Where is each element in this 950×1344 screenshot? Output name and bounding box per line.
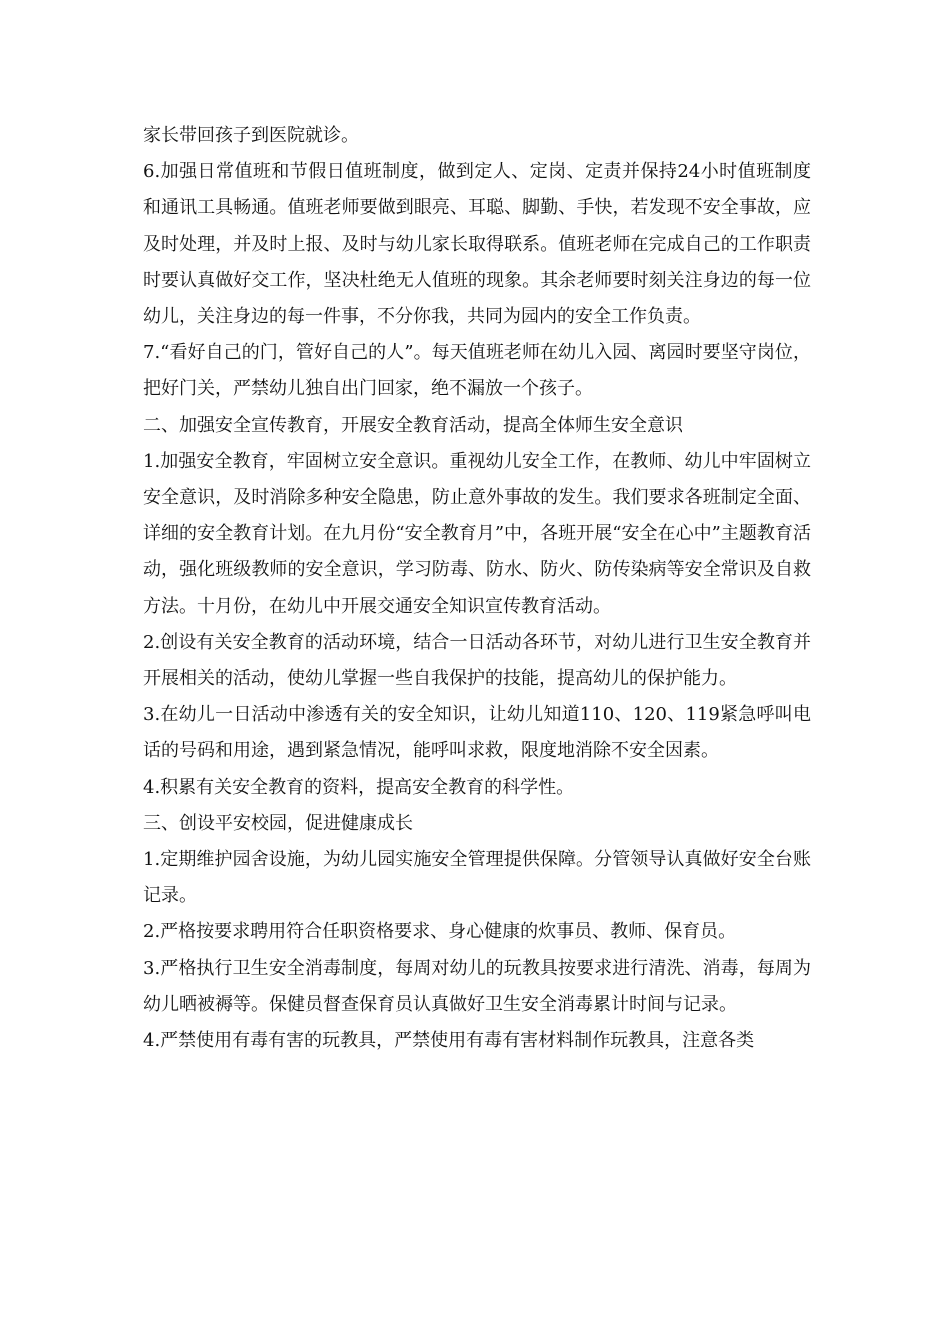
paragraph: 4.积累有关安全教育的资料，提高安全教育的科学性。 — [143, 776, 575, 798]
section-heading: 三、创设平安校园，促进健康成长 — [143, 812, 413, 834]
paragraph: 家长带回孩子到医院就诊。 — [143, 125, 359, 146]
document-body — [143, 118, 811, 1059]
paragraph: 6.加强日常值班和节假日值班制度，做到定人、定岗、定责并保持24小时值班制度和通讯工具畅通。值班老师要做到眼亮、耳聪、脚勤、手快，若发现不安全事故，应及时处理，并及时上报、及时与幼儿家长取得联系。值班老师在完成自己的工作职责时要认真做好交工作，坚决杜绝无人值班的现象。其余老师要时刻关注身边的每一位幼儿，关注身边的每一件事，不分你我，共同为园内的安全工作负责。 — [143, 161, 811, 328]
paragraph: 1.定期维护园舍设施，为幼儿园实施安全管理提供保障。分管领导认真做好安全台账记录。 — [143, 849, 811, 907]
paragraph: 1.加强安全教育，牢固树立安全意识。重视幼儿安全工作，在教师、幼儿中牢固树立安全意识，及时消除多种安全隐患，防止意外事故的发生。我们要求各班制定全面、详细的安全教育计划。在九月份“安全教育月”中，各班开展“安全在心中”主题教育活动，强化班级教师的安全意识，学习防毒、防水、防火、防传染病等安全常识及自救方法。十月份，在幼儿中开展交通安全知识宣传教育活动。 — [143, 450, 811, 617]
paragraph: 2.创设有关安全教育的活动环境，结合一日活动各环节，对幼儿进行卫生安全教育并开展相关的活动，使幼儿掌握一些自我保护的技能，提高幼儿的保护能力。 — [143, 631, 811, 690]
paragraph: 3.在幼儿一日活动中渗透有关的安全知识，让幼儿知道110、120、119紧急呼叫电话的号码和用途，遇到紧急情况，能呼叫求救，限度地消除不安全因素。 — [143, 704, 811, 762]
paragraph: 7.“看好自己的门，管好自己的人”。每天值班老师在幼儿入园、离园时要坚守岗位，把好门关，严禁幼儿独自出门回家，绝不漏放一个孩子。 — [143, 342, 811, 400]
paragraph: 2.严格按要求聘用符合任职资格要求、身心健康的炊事员、教师、保育员。 — [143, 921, 737, 943]
paragraph: 3.严格执行卫生安全消毒制度，每周对幼儿的玩教具按要求进行清洗、消毒，每周为幼儿晒被褥等。保健员督查保育员认真做好卫生安全消毒累计时间与记录。 — [143, 957, 811, 1015]
paragraph: 4.严禁使用有毒有害的玩教具，严禁使用有毒有害材料制作玩教具，注意各类 — [143, 1030, 755, 1052]
section-heading: 二、加强安全宣传教育，开展安全教育活动，提高全体师生安全意识 — [143, 414, 683, 436]
